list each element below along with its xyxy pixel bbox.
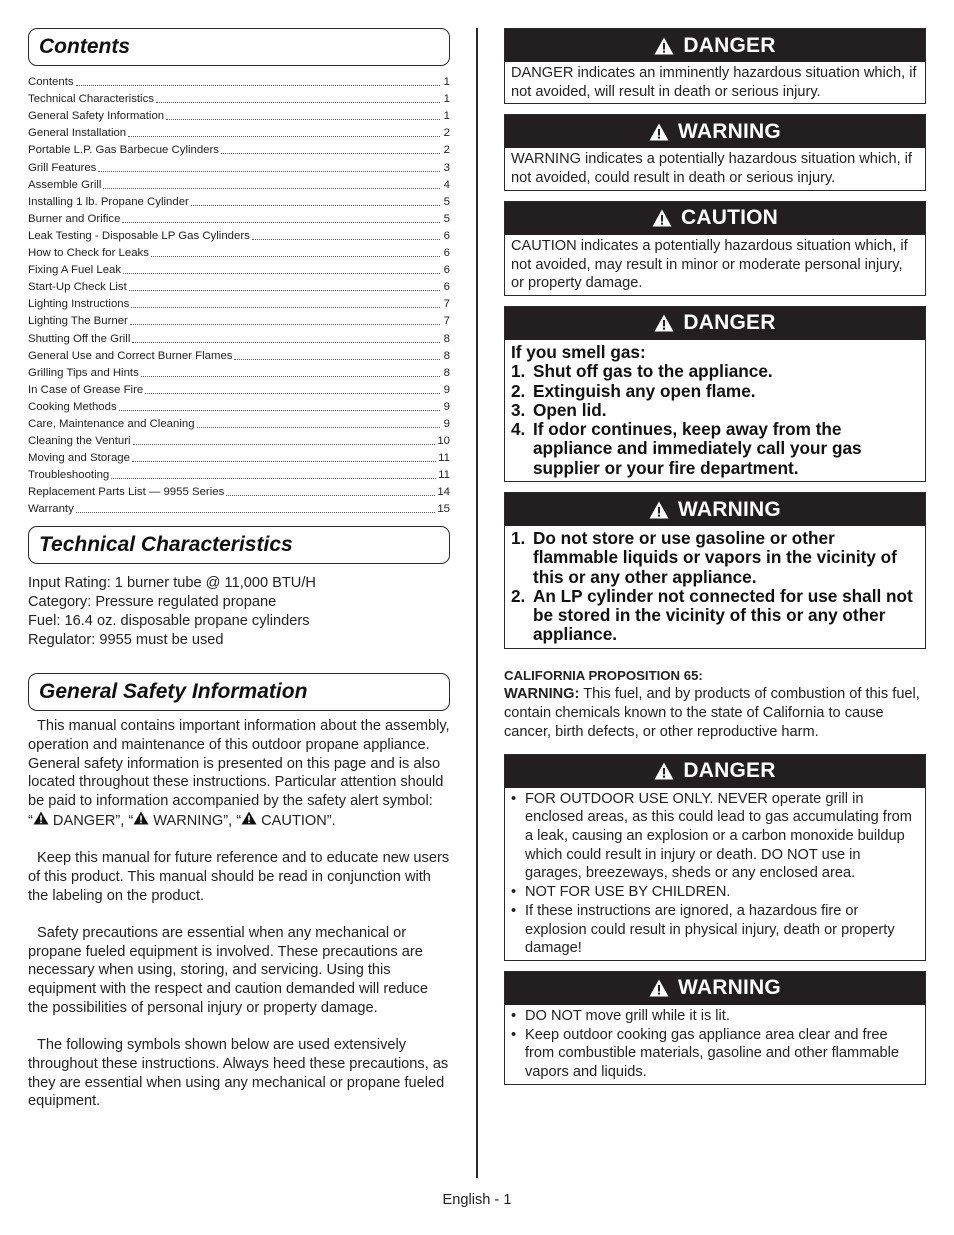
left-column [28, 28, 450, 1111]
toc-leader-dots [76, 512, 436, 513]
toc-entry-title: Assemble Grill [28, 178, 102, 191]
danger-outdoor-box [504, 754, 926, 961]
toc-entry-page: 6 [443, 229, 450, 242]
item-number: 1. [511, 528, 526, 548]
toc-entry-page: 5 [443, 195, 450, 208]
column-divider [476, 28, 478, 1178]
list-item [511, 362, 919, 381]
toc-entry-title: Cooking Methods [28, 400, 117, 413]
bullet: • [511, 1007, 517, 1024]
toc-entry-title: Contents [28, 76, 74, 89]
warning-triangle-icon [654, 37, 674, 55]
toc-entry-title: How to Check for Leaks [28, 247, 149, 260]
toc-entry-page: 11 [438, 469, 450, 482]
toc-leader-dots [123, 273, 440, 274]
warning-triangle-icon [33, 811, 49, 825]
safety-title: General Safety Information [39, 680, 308, 704]
danger-definition-text: DANGER indicates an imminently hazardous situation which, if not avoided, will result in death or serious injury. [511, 65, 917, 100]
toc-leader-dots [226, 495, 435, 496]
toc-entry[interactable] [28, 175, 450, 192]
toc-entry-title: General Installation [28, 127, 127, 140]
toc-entry-title: Replacement Parts List — 9955 Series [28, 486, 225, 499]
toc-entry[interactable] [28, 311, 450, 328]
toc-entry[interactable] [28, 397, 450, 414]
toc-entry[interactable] [28, 89, 450, 106]
danger-header [505, 755, 925, 788]
toc-entry-title: Installing 1 lb. Propane Cylinder [28, 195, 189, 208]
prop65-notice [504, 667, 926, 742]
toc-entry[interactable] [28, 346, 450, 363]
toc-entry-title: General Safety Information [28, 110, 165, 123]
danger-definition-box [504, 28, 926, 104]
toc-leader-dots [130, 324, 440, 325]
toc-entry[interactable] [28, 243, 450, 260]
toc-entry-title: Portable L.P. Gas Barbecue Cylinders [28, 144, 220, 157]
toc-entry[interactable] [28, 106, 450, 123]
toc-entry-title: Moving and Storage [28, 452, 130, 465]
toc-entry-page: 11 [438, 452, 450, 465]
warning-move-body [505, 1005, 925, 1084]
toc-entry-page: 9 [443, 417, 450, 430]
item-number: 2. [511, 380, 526, 401]
toc-leader-dots [129, 290, 440, 291]
toc-entry-page: 8 [443, 332, 450, 345]
item-text: DO NOT move grill while it is lit. [525, 1007, 730, 1024]
bullet: • [511, 1026, 517, 1043]
toc-entry[interactable] [28, 140, 450, 157]
contents-title: Contents [39, 35, 130, 58]
item-number: 4. [511, 419, 526, 440]
toc-entry-title: Leak Testing - Disposable LP Gas Cylinders [28, 229, 250, 242]
warning-definition-text: WARNING indicates a potentially hazardous situation which, if not avoided, could result in death or serious injury. [511, 151, 912, 187]
tech-line: Fuel: 16.4 oz. disposable propane cylinders [28, 612, 310, 629]
toc-entry-title: General Use and Correct Burner Flames [28, 349, 233, 362]
toc-entry[interactable] [28, 123, 450, 140]
tech-line: Regulator: 9955 must be used [28, 631, 224, 648]
quote: “ [28, 812, 33, 829]
technical-list [28, 574, 450, 649]
toc-entry-page: 1 [443, 110, 450, 123]
bullet: • [511, 790, 517, 807]
toc-leader-dots [166, 119, 440, 120]
warning-header [505, 493, 925, 526]
warning-heading: WARNING [678, 976, 781, 1000]
prop65-title: CALIFORNIA PROPOSITION 65: [504, 667, 703, 683]
toc-entry-page: 6 [443, 247, 450, 260]
toc-leader-dots [122, 222, 440, 223]
move-list [511, 1007, 919, 1082]
warning-triangle-icon [652, 209, 672, 227]
page-footer: English - 1 [442, 1192, 512, 1208]
danger-gas-body [505, 340, 925, 481]
toc-entry-page: 6 [443, 281, 450, 294]
toc-entry-page: 7 [443, 315, 450, 328]
warning-header [505, 972, 925, 1005]
tech-line: Input Rating: 1 burner tube @ 11,000 BTU/H [28, 575, 316, 592]
toc-leader-dots [103, 188, 440, 189]
item-text: Keep outdoor cooking gas appliance area clear and free from combustible materials, gasoline and other flammable vapors and liquids. [525, 1026, 899, 1081]
danger-heading: DANGER [683, 311, 776, 335]
danger-outdoor-body [505, 788, 925, 960]
toc-entry-page: 14 [437, 486, 450, 499]
safety-header [28, 673, 450, 711]
technical-title: Technical Characteristics [39, 533, 293, 557]
toc-leader-dots [221, 153, 440, 154]
list-item [511, 1007, 919, 1026]
list-item [511, 790, 919, 884]
tech-line: Category: Pressure regulated propane [28, 594, 277, 611]
safety-paragraph-3: Safety precautions are essential when any mechanical or propane fueled equipment is involved. These precautions are necessary when using, storing, and servicing. Using this equipment with the respect and caution demanded will reduce the possibilities of personal injury or property damage. [28, 924, 428, 1016]
toc-entry-page: 4 [443, 178, 450, 191]
toc-leader-dots [111, 478, 436, 479]
toc-entry-title: Warranty [28, 503, 74, 516]
item-number: 3. [511, 399, 526, 420]
item-text: Shut off gas to the appliance. [533, 361, 773, 382]
list-item [511, 401, 919, 420]
toc-leader-dots [133, 444, 436, 445]
caution-header [505, 202, 925, 235]
caution-heading: CAUTION [680, 206, 779, 230]
list-item [511, 529, 919, 587]
item-text: FOR OUTDOOR USE ONLY. NEVER operate grill in enclosed areas, as this could lead to gas accumulating from a leak, causing an explosion or a carbon monoxide buildup which could result in injury or death. DO NOT use in garages, breezeways, sheds or any enclosed area. [525, 790, 912, 882]
danger-header [505, 307, 925, 340]
technical-header [28, 526, 450, 564]
toc-leader-dots [191, 205, 440, 206]
item-text: Open lid. [533, 399, 607, 420]
item-number: 1. [511, 361, 526, 382]
safety-paragraph-1 [28, 717, 450, 830]
toc-leader-dots [197, 427, 440, 428]
danger-heading: DANGER [683, 759, 776, 783]
toc-leader-dots [98, 171, 440, 172]
list-item [511, 587, 919, 645]
danger-heading: DANGER [683, 33, 776, 57]
toc-leader-dots [132, 461, 436, 462]
item-text: An LP cylinder not connected for use shall not be stored in the vicinity of this or any other appliance. [533, 585, 913, 645]
list-item [511, 1026, 919, 1082]
warning-triangle-icon [654, 314, 674, 332]
toc-entry-title: Grilling Tips and Hints [28, 366, 139, 379]
toc-leader-dots [252, 239, 440, 240]
list-item [511, 883, 919, 902]
warning-triangle-icon [241, 811, 257, 825]
warning-storage-body [505, 526, 925, 648]
gas-intro: If you smell gas: [511, 341, 646, 362]
toc-leader-dots [131, 307, 440, 308]
toc-entry-page: 1 [443, 93, 450, 106]
danger-header [505, 29, 925, 62]
item-text: Extinguish any open flame. [533, 380, 756, 401]
toc-entry-title: Grill Features [28, 161, 97, 174]
toc-entry-title: Lighting The Burner [28, 315, 128, 328]
safety-danger-ref: DANGER”, “ [48, 812, 134, 829]
bullet: • [511, 902, 517, 919]
toc-entry[interactable] [28, 294, 450, 311]
toc-entry[interactable] [28, 380, 450, 397]
toc-entry-title: Lighting Instructions [28, 298, 130, 311]
toc-entry-title: Cleaning the Venturi [28, 435, 131, 448]
prop65-label: WARNING: [504, 686, 580, 703]
toc-entry[interactable] [28, 209, 450, 226]
toc-leader-dots [234, 359, 440, 360]
toc-leader-dots [76, 85, 440, 86]
outdoor-list [511, 790, 919, 958]
toc-entry[interactable] [28, 192, 450, 209]
toc-entry[interactable] [28, 363, 450, 380]
toc-leader-dots [156, 102, 440, 103]
toc-entry-title: Technical Characteristics [28, 93, 154, 106]
list-item [511, 902, 919, 958]
toc-leader-dots [128, 136, 440, 137]
toc-entry-page: 8 [443, 349, 450, 362]
safety-warning-ref: WARNING”, “ [149, 812, 242, 829]
warning-definition-box [504, 114, 926, 190]
toc-entry-page: 10 [437, 435, 450, 448]
list-item [511, 382, 919, 401]
item-text: If these instructions are ignored, a hazardous fire or explosion could result in physical injury, death or property damage! [525, 902, 895, 957]
toc-entry-page: 2 [443, 127, 450, 140]
safety-paragraph-4: The following symbols shown below are used extensively throughout these instructions. Always heed these precautions, as they are essential when using any mechanical or propane fueled equipment. [28, 1037, 449, 1110]
toc-leader-dots [145, 393, 440, 394]
toc-entry-page: 1 [443, 76, 450, 89]
toc-entry[interactable] [28, 72, 450, 89]
storage-list [511, 529, 919, 645]
toc-entry-page: 5 [443, 212, 450, 225]
warning-header [505, 115, 925, 148]
right-column [504, 28, 926, 1095]
warning-heading: WARNING [678, 497, 781, 521]
toc-entry-title: Burner and Orifice [28, 212, 121, 225]
toc-entry[interactable] [28, 277, 450, 294]
item-text: Do not store or use gasoline or other flammable liquids or vapors in the vicinity of this or any other appliance. [533, 528, 897, 587]
toc-leader-dots [132, 342, 440, 343]
toc-entry[interactable] [28, 465, 450, 482]
toc-entry-title: Care, Maintenance and Cleaning [28, 417, 195, 430]
toc-entry[interactable] [28, 499, 450, 516]
toc-entry-page: 7 [443, 298, 450, 311]
danger-gas-box [504, 306, 926, 482]
safety-body [28, 717, 450, 1111]
warning-triangle-icon [649, 123, 669, 141]
warning-triangle-icon [649, 501, 669, 519]
toc-entry-page: 8 [443, 366, 450, 379]
toc-entry[interactable] [28, 414, 450, 431]
prop65-text [504, 685, 926, 741]
toc-entry-title: In Case of Grease Fire [28, 383, 144, 396]
list-item [511, 420, 919, 478]
item-number: 2. [511, 585, 526, 606]
contents-header [28, 28, 450, 66]
warning-storage-box [504, 492, 926, 649]
safety-paragraph-2: Keep this manual for future reference and to educate new users of this product. This manual should be read in conjunction with the labeling on the product. [28, 850, 450, 904]
toc-entry-title: Fixing A Fuel Leak [28, 264, 122, 277]
toc-entry-title: Troubleshooting [28, 469, 110, 482]
safety-p1-text: This manual contains important information about the assembly, operation and maintenance of this outdoor propane appliance. General safety information is presented on this page and is also located throughout these instructions. Particular attention should be paid to information accompanied by the safety alert symbol: [28, 718, 450, 810]
safety-caution-ref: CAUTION”. [257, 812, 336, 829]
toc-entry-page: 2 [443, 144, 450, 157]
toc-entry[interactable] [28, 226, 450, 243]
warning-move-box [504, 971, 926, 1085]
item-text: NOT FOR USE BY CHILDREN. [525, 884, 731, 901]
toc-entry[interactable] [28, 448, 450, 465]
toc-entry[interactable] [28, 431, 450, 448]
toc-entry-page: 3 [443, 161, 450, 174]
warning-heading: WARNING [678, 119, 781, 143]
warning-triangle-icon [133, 811, 149, 825]
toc-entry[interactable] [28, 157, 450, 174]
toc-entry-page: 15 [437, 503, 450, 516]
gas-steps-list [511, 362, 919, 478]
toc-entry-title: Shutting Off the Grill [28, 332, 131, 345]
toc-entry[interactable] [28, 260, 450, 277]
warning-triangle-icon [654, 762, 674, 780]
caution-definition-text: CAUTION indicates a potentially hazardous situation which, if not avoided, may result in minor or moderate personal injury, or property damage. [511, 237, 908, 292]
toc-entry[interactable] [28, 328, 450, 345]
toc-entry-page: 6 [443, 264, 450, 277]
toc-leader-dots [151, 256, 440, 257]
toc-entry[interactable] [28, 482, 450, 499]
toc-entry-page: 9 [443, 400, 450, 413]
table-of-contents [28, 72, 450, 516]
toc-entry-page: 9 [443, 383, 450, 396]
item-text: If odor continues, keep away from the appliance and immediately call your gas supplier or your fire department. [533, 419, 862, 478]
toc-entry-title: Start-Up Check List [28, 281, 127, 294]
toc-leader-dots [119, 410, 440, 411]
bullet: • [511, 884, 517, 901]
toc-leader-dots [141, 376, 440, 377]
prop65-body: This fuel, and by products of combustion of this fuel, contain chemicals known to the state of California to cause cancer, birth defects, or other reproductive harm. [504, 686, 920, 740]
warning-triangle-icon [649, 979, 669, 997]
caution-definition-box [504, 201, 926, 296]
